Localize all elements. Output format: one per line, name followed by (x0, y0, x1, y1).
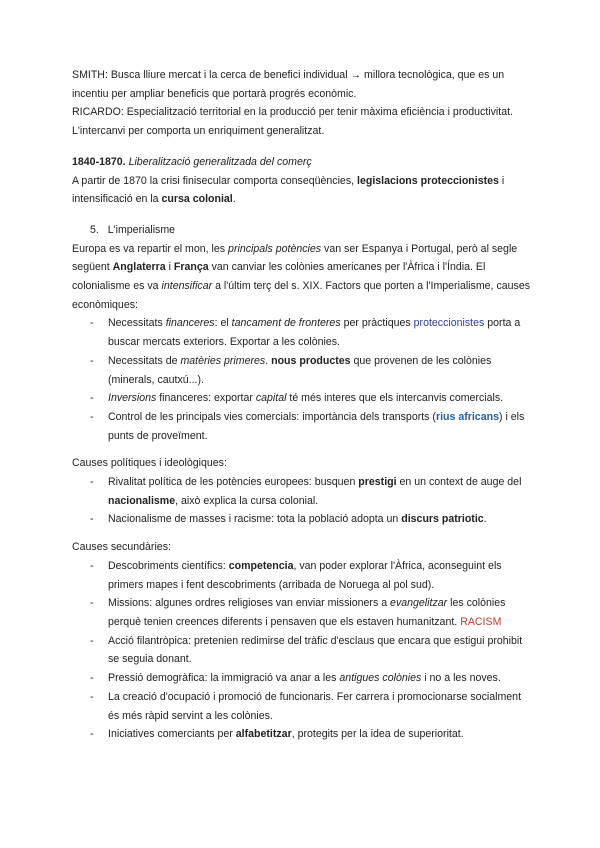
dash-bullet: - (90, 317, 94, 330)
text-run-blue: rius africans (435, 410, 499, 423)
text-run: i (165, 261, 174, 274)
text-run-bold: alfabetitzar (235, 728, 292, 741)
text-run-bold: competencia (228, 559, 294, 572)
list-item (72, 688, 532, 725)
list-item (72, 669, 532, 688)
text-run: , protegits per la idea de superioritat. (291, 728, 464, 741)
text-run: financeres: exportar (156, 392, 256, 405)
imperialism-intro (72, 240, 532, 315)
dash-bullet: - (90, 690, 94, 703)
text-run-bold: cursa colonial (161, 193, 233, 206)
text-run: Europa es va repartir el mon, les (72, 242, 229, 255)
text-run-italic: evangelitzar (390, 597, 448, 610)
text-run-italic: matèries primeres (180, 354, 266, 367)
text-run: . (483, 513, 487, 526)
list-item (72, 352, 532, 389)
heading-title: Liberalització generalitzada del comerç (128, 155, 312, 168)
text-run: Necessitats de (108, 354, 181, 367)
dash-bullet: - (90, 634, 94, 647)
list-item (72, 408, 532, 445)
text-run-bold: discurs patriotic (401, 513, 484, 526)
list-item (72, 510, 532, 529)
text-run: La creació d'ocupació i promoció de funcionaris. Fer carrera i promocionarse socialment és més ràpid servint a les colònies. (108, 690, 522, 722)
text-run: que provenen de les colònies (minerals, cautxú...). (108, 354, 492, 386)
text-run: van canviar les colònies americanes per l'Àfrica i l'Índia. El colonialisme es va (72, 261, 486, 293)
text-run: Acció filantròpica: pretenien redimirse del tràfic d'esclaus que encara que estigui prohibit se seguia donant. (108, 634, 523, 666)
text-run: van ser Espanya i Portugal, però al segle següent (72, 242, 518, 274)
text-run: Necessitats (108, 317, 166, 330)
text-run: , això explica la cursa colonial. (175, 494, 319, 507)
text-run: per pràctiques (340, 317, 414, 330)
text-run: : el (214, 317, 232, 330)
text-run-bold: França (173, 261, 209, 274)
dash-bullet: - (90, 597, 94, 610)
heading-date: 1840-1870. (72, 155, 126, 168)
text-run: Descobriments científics: (108, 559, 229, 572)
dash-bullet: - (90, 513, 94, 526)
section-title: L'imperialisme (107, 223, 176, 236)
text-run: Pressió demogràfica: la immigració va anar a les (108, 672, 340, 685)
text-run: . (232, 193, 236, 206)
economic-causes-list (72, 314, 532, 445)
dash-bullet: - (90, 559, 94, 572)
section-number: 5. (90, 223, 99, 236)
dash-bullet: - (90, 392, 94, 405)
text-run-italic: capital (255, 392, 287, 405)
list-item (72, 473, 532, 510)
document-page (72, 66, 532, 744)
text-run-italic: intensificar (161, 280, 213, 293)
text-run: ) i els punts de proveïment. (108, 410, 525, 442)
political-causes-heading: Causes polítiques i ideològiques: (72, 457, 227, 470)
text-run: Rivalitat política de les potències europees: busquen (108, 476, 359, 489)
text-run: porta a buscar mercats exteriors. Exportar a les colònies. (108, 317, 521, 349)
text-run: Iniciatives comerciants per (108, 728, 236, 741)
crisis-paragraph (72, 172, 532, 209)
text-run-bold: legislacions proteccionistes (357, 174, 499, 187)
list-item (72, 557, 532, 594)
text-run: Missions: algunes ordres religioses van enviar missioners a (108, 597, 391, 610)
text-run-blue: proteccionistes (413, 317, 485, 330)
text-run: a l'últim terç del s. XIX. Factors que porten a l'Imperialisme, causes econòmiques: (72, 280, 531, 311)
list-item (72, 389, 532, 408)
text-run: , van poder explorar l'Àfrica, aconseguint els primers mapes i fent descobriments (arribada de Noruega al pol sud). (108, 559, 502, 591)
text-run: Nacionalisme de masses i racisme: tota la població adopta un (108, 513, 402, 526)
text-run: A partir de 1870 la crisi finisecular comporta conseqüències, (72, 174, 358, 187)
text-run-italic: principals potències (228, 242, 322, 255)
text-run-italic: tancament de fronteres (231, 317, 341, 330)
list-item (72, 632, 532, 669)
dash-bullet: - (90, 728, 94, 741)
text-run: i no a les noves. (421, 672, 501, 685)
text-run-italic: financeres (165, 317, 215, 330)
text-run-bold: Anglaterra (112, 261, 166, 274)
dash-bullet: - (90, 672, 94, 685)
dash-bullet: - (90, 410, 94, 423)
list-item (72, 725, 532, 744)
secondary-causes-list (72, 557, 532, 744)
text-run-red: RACISM (460, 615, 502, 628)
text-run-italic: antigues colònies (339, 672, 422, 685)
dash-bullet: - (90, 476, 94, 489)
text-run: en un context de auge del (396, 476, 522, 489)
smith-paragraph: SMITH: Busca lliure mercat i la cerca de benefici individual → millora tecnològica, que es un incentiu per ampliar beneficis que portarà progrés econòmic. (72, 69, 505, 100)
text-run-bold: prestigi (358, 476, 397, 489)
section-heading-imperialisme (72, 221, 532, 240)
text-run-bold: nacionalisme (108, 494, 176, 507)
text-run: té més interes que els intercanvis comercials. (286, 392, 504, 405)
text-run-italic: Inversions (108, 392, 157, 405)
text-run: Control de les principals vies comercials: importància dels transports ( (108, 410, 436, 423)
list-item (72, 594, 532, 631)
dash-bullet: - (90, 354, 94, 367)
ricardo-paragraph: RICARDO: Especialització territorial en la producció per tenir màxima eficiència i productivitat. L'intercanvi per comporta un enriquiment generalitzat. (72, 106, 513, 138)
list-item (72, 314, 532, 351)
political-causes-list (72, 473, 532, 529)
text-run: les colònies perquè tenien creences diferents i pensaven que els estaven humanitzant. (108, 597, 506, 628)
section-heading-1840 (72, 153, 532, 172)
secondary-causes-heading: Causes secundàries: (72, 541, 171, 554)
text-run: i intensificació en la (72, 174, 505, 206)
text-run-bold: nous productes (271, 354, 351, 367)
text-run: . (265, 354, 272, 367)
